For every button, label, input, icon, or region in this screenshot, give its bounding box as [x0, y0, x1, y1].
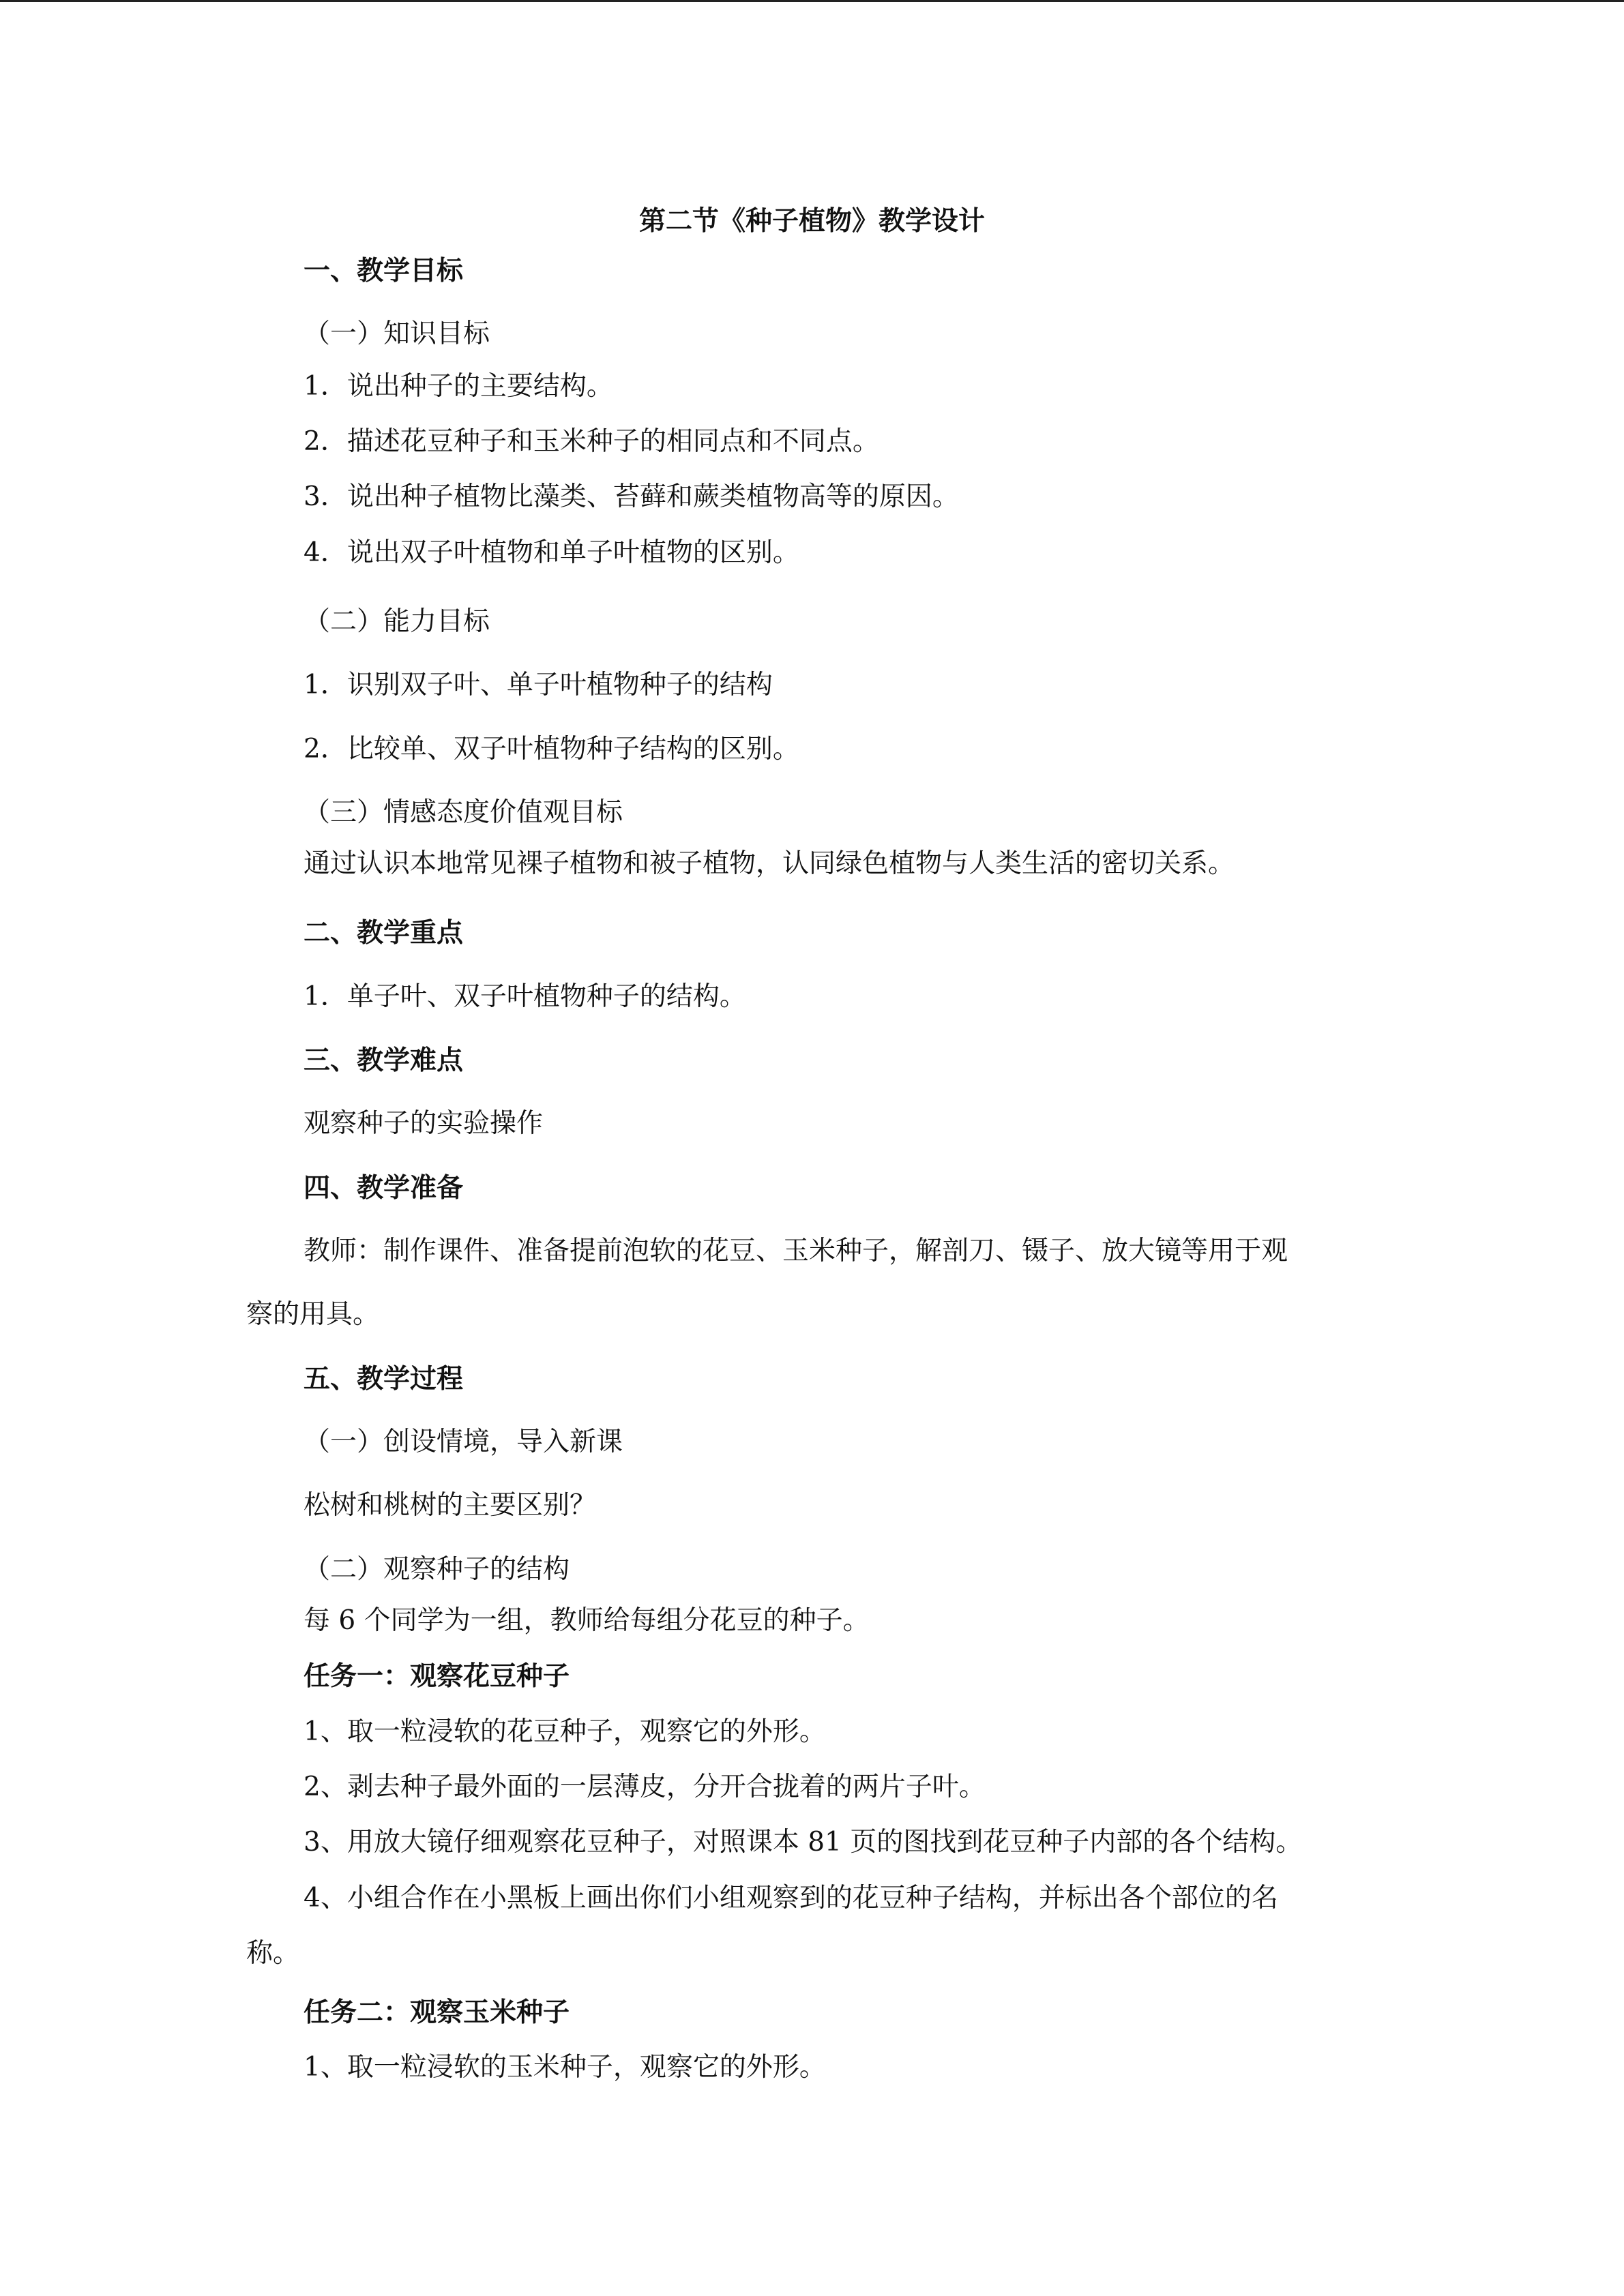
subheading-knowledge-goals: （一）知识目标 — [304, 318, 490, 349]
ability-goal-2: 2．比较单、双子叶植物种子结构的区别。 — [304, 734, 799, 764]
knowledge-goal-2: 2．描述花豆种子和玉米种子的相同点和不同点。 — [304, 426, 879, 457]
task-one-step-2: 2、剥去种子最外面的一层薄皮，分开合拢着的两片子叶。 — [304, 1772, 986, 1802]
subheading-introduction: （一）创设情境，导入新课 — [304, 1427, 623, 1457]
section-heading-difficulties: 三、教学难点 — [304, 1045, 464, 1076]
document-title: 第二节《种子植物》教学设计 — [638, 205, 985, 237]
task-one-heading: 任务一：观察花豆种子 — [304, 1660, 570, 1692]
attitude-goal-text: 通过认识本地常见裸子植物和被子植物，认同绿色植物与人类生活的密切关系。 — [304, 848, 1235, 879]
task-one-step-4-line-2: 称。 — [246, 1938, 300, 1969]
section-heading-key-points: 二、教学重点 — [304, 917, 464, 949]
task-two-step-1: 1、取一粒浸软的玉米种子，观察它的外形。 — [304, 2052, 826, 2083]
preparation-text-line-2: 察的用具。 — [246, 1299, 380, 1330]
section-heading-preparation: 四、教学准备 — [304, 1172, 464, 1204]
page-top-border — [0, 0, 1624, 2]
difficulty-text: 观察种子的实验操作 — [304, 1108, 544, 1139]
subheading-attitude-goals: （三）情感态度价值观目标 — [304, 797, 623, 828]
task-two-heading: 任务二：观察玉米种子 — [304, 1997, 570, 2028]
preparation-text-line-1: 教师：制作课件、准备提前泡软的花豆、玉米种子，解剖刀、镊子、放大镜等用于观 — [304, 1236, 1288, 1266]
section-heading-process: 五、教学过程 — [304, 1363, 464, 1395]
knowledge-goal-1: 1．说出种子的主要结构。 — [304, 371, 613, 402]
subheading-observe-structure: （二）观察种子的结构 — [304, 1554, 570, 1585]
knowledge-goal-3: 3．说出种子植物比藻类、苔藓和蕨类植物高等的原因。 — [304, 481, 959, 512]
knowledge-goal-4: 4．说出双子叶植物和单子叶植物的区别。 — [304, 537, 799, 568]
ability-goal-1: 1．识别双子叶、单子叶植物种子的结构 — [304, 670, 773, 700]
task-one-step-3: 3、用放大镜仔细观察花豆种子，对照课本 81 页的图找到花豆种子内部的各个结构。 — [304, 1827, 1303, 1858]
subheading-ability-goals: （二）能力目标 — [304, 606, 490, 637]
task-one-step-4-line-1: 4、小组合作在小黑板上画出你们小组观察到的花豆种子结构，并标出各个部位的名 — [304, 1883, 1278, 1913]
key-point-1: 1．单子叶、双子叶植物种子的结构。 — [304, 981, 746, 1012]
task-one-step-1: 1、取一粒浸软的花豆种子，观察它的外形。 — [304, 1716, 826, 1747]
section-heading-objectives: 一、教学目标 — [304, 255, 464, 286]
introduction-question: 松树和桃树的主要区别？ — [304, 1490, 597, 1521]
grouping-text: 每 6 个同学为一组，教师给每组分花豆的种子。 — [304, 1605, 870, 1636]
